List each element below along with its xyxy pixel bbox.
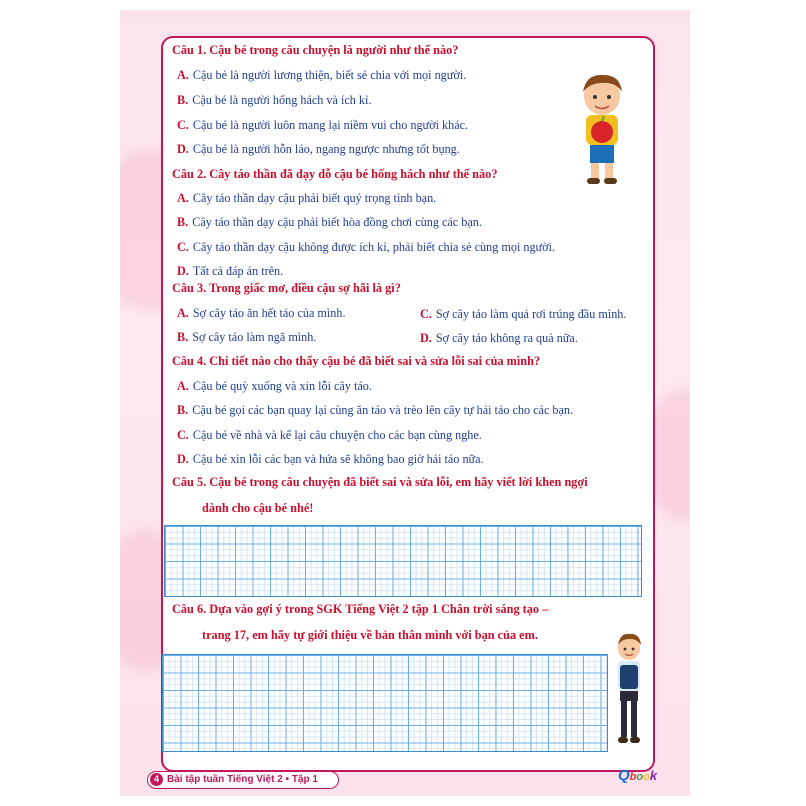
boy-standing-illustration <box>609 632 649 752</box>
answer-grid-q6[interactable] <box>162 654 608 752</box>
qbook-logo: Qbook <box>618 767 658 784</box>
footer-label <box>147 771 339 789</box>
page-number: 4 <box>150 773 163 786</box>
q1-option-a[interactable]: A. Cậu bé là người lương thiện, biết sẻ chia với mọi người. <box>177 68 467 82</box>
q3-option-c[interactable]: C. Sợ cây táo làm quả rơi trúng đầu mình. <box>420 307 627 321</box>
q4-option-a[interactable]: A. Cậu bé quỳ xuống và xin lỗi cây táo. <box>177 379 372 393</box>
boy-with-apple-illustration <box>568 70 636 190</box>
question-4-title: Câu 4. Chi tiết nào cho thấy cậu bé đã biết sai và sửa lỗi sai của mình? <box>172 354 541 368</box>
question-6-title: Câu 6. Dựa vào gợi ý trong SGK Tiếng Việt 2 tập 1 Chân trời sáng tạo – <box>172 602 549 616</box>
q4-option-d[interactable]: D. Cậu bé xin lỗi các bạn và hứa sẽ không bao giờ hái táo nữa. <box>177 452 484 466</box>
q2-option-d[interactable]: D. Tất cả đáp án trên. <box>177 264 284 278</box>
q3-option-d[interactable]: D. Sợ cây táo không ra quả nữa. <box>420 331 578 345</box>
q1-option-c[interactable]: C. Cậu bé là người luôn mang lại niềm vui cho người khác. <box>177 118 469 132</box>
question-3-title: Câu 3. Trong giấc mơ, điều cậu sợ hãi là gì? <box>172 281 401 295</box>
q3-option-a[interactable]: A. Sợ cây táo ăn hết táo của mình. <box>177 306 346 320</box>
question-2-title: Câu 2. Cây táo thần đã dạy dỗ cậu bé hống hách như thế nào? <box>172 167 498 181</box>
answer-grid-q5[interactable] <box>164 525 642 597</box>
q1-option-b[interactable]: B. Cậu bé là người hống hách và ích kỉ. <box>177 93 372 107</box>
q4-option-c[interactable]: C. Cậu bé về nhà và kể lại câu chuyện cho các bạn cùng nghe. <box>177 428 482 442</box>
worksheet-page <box>120 10 690 796</box>
q2-option-c[interactable]: C. Cây táo thần dạy cậu không được ích kỉ, phải biết chia sẻ cùng mọi người. <box>177 240 556 254</box>
q1-option-d[interactable]: D. Cậu bé là người hỗn láo, ngang ngược nhưng tốt bụng. <box>177 142 460 156</box>
q2-option-a[interactable]: A. Cây táo thần dạy cậu phải biết quý trọng tình bạn. <box>177 191 437 205</box>
footer-book-title: Bài tập tuần Tiếng Việt 2 • Tập 1 <box>167 774 318 785</box>
question-6-title-cont: trang 17, em hãy tự giới thiệu về bản thân mình với bạn của em. <box>202 628 538 642</box>
q4-option-b[interactable]: B. Cậu bé gọi các bạn quay lại cùng ăn táo và trèo lên cây tự hái táo cho các bạn. <box>177 403 574 417</box>
question-5-title-cont: dành cho cậu bé nhé! <box>202 501 314 515</box>
q3-option-b[interactable]: B. Sợ cây táo làm ngã mình. <box>177 330 317 344</box>
question-1-title: Câu 1. Cậu bé trong câu chuyện là người như thế nào? <box>172 43 459 57</box>
question-5-title: Câu 5. Cậu bé trong câu chuyện đã biết sai và sửa lỗi, em hãy viết lời khen ngợi <box>172 475 588 489</box>
q2-option-b[interactable]: B. Cây táo thần dạy cậu phải biết hòa đồng chơi cùng các bạn. <box>177 215 482 229</box>
